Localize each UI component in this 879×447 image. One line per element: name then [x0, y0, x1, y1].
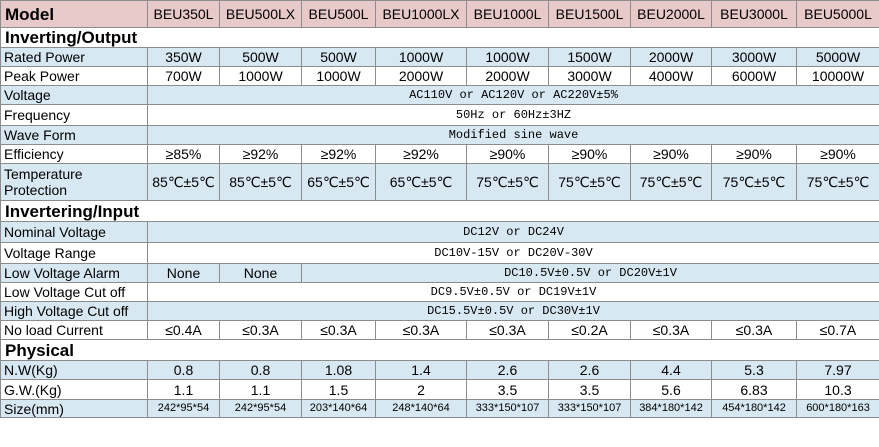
table-cell: 2	[376, 380, 467, 400]
table-cell: 333*150*107	[467, 400, 549, 418]
table-cell: 5000W	[797, 48, 879, 67]
row-label-voltage-range: Voltage Range	[1, 243, 148, 264]
table-cell: 2000W	[376, 67, 467, 86]
model-label: Model	[1, 1, 148, 28]
table-row	[1, 105, 879, 126]
table-row	[1, 48, 879, 67]
table-cell: 1.1	[220, 380, 302, 400]
table-cell: 333*150*107	[549, 400, 631, 418]
table-cell: ≤0.7A	[797, 321, 879, 340]
table-cell: 384*180*142	[631, 400, 712, 418]
table-cell: 65℃±5℃	[302, 164, 376, 201]
table-cell: ≤0.3A	[467, 321, 549, 340]
table-cell: 6000W	[712, 67, 797, 86]
model-header-cell: BEU500L	[302, 1, 376, 28]
table-cell: 1000W	[376, 48, 467, 67]
table-cell: 248*140*64	[376, 400, 467, 418]
table-cell: ≥90%	[631, 145, 712, 164]
table-row	[1, 380, 879, 400]
table-cell: ≥92%	[220, 145, 302, 164]
model-header-row	[1, 1, 879, 28]
table-cell: 350W	[148, 48, 220, 67]
table-cell: ≥92%	[376, 145, 467, 164]
model-header-cell: BEU500LX	[220, 1, 302, 28]
table-cell: AC110V or AC120V or AC220V±5%	[148, 86, 879, 105]
row-label-peak-power: Peak Power	[1, 67, 148, 86]
model-header-cell: BEU1500L	[549, 1, 631, 28]
table-cell: 2.6	[549, 361, 631, 380]
table-cell: 7.97	[797, 361, 879, 380]
table-cell: 3000W	[549, 67, 631, 86]
table-cell: ≤0.3A	[712, 321, 797, 340]
table-cell: 1500W	[549, 48, 631, 67]
table-cell: ≤0.2A	[549, 321, 631, 340]
table-cell: ≥92%	[302, 145, 376, 164]
table-row	[1, 126, 879, 145]
table-cell: DC10.5V±0.5V or DC20V±1V	[302, 264, 879, 283]
table-cell: 500W	[220, 48, 302, 67]
row-label-frequency: Frequency	[1, 105, 148, 126]
section-row-output	[1, 28, 879, 48]
table-row	[1, 67, 879, 86]
table-cell: ≤0.3A	[376, 321, 467, 340]
table-cell: 5.3	[712, 361, 797, 380]
table-cell: 700W	[148, 67, 220, 86]
table-cell: 1.4	[376, 361, 467, 380]
table-cell: 1000W	[302, 67, 376, 86]
table-row	[1, 283, 879, 302]
table-cell: 1.1	[148, 380, 220, 400]
table-cell: ≤0.3A	[631, 321, 712, 340]
table-row	[1, 400, 879, 418]
table-cell: 10.3	[797, 380, 879, 400]
table-cell: 4000W	[631, 67, 712, 86]
table-cell: 242*95*54	[148, 400, 220, 418]
table-cell: 6.83	[712, 380, 797, 400]
table-cell: 1000W	[467, 48, 549, 67]
section-title-output: Inverting/Output	[1, 28, 879, 48]
table-cell: ≥90%	[467, 145, 549, 164]
table-cell: 85℃±5℃	[220, 164, 302, 201]
section-title-input: Invertering/Input	[1, 201, 879, 222]
table-row	[1, 145, 879, 164]
row-label-nominal-voltage: Nominal Voltage	[1, 222, 148, 243]
table-cell: 75℃±5℃	[549, 164, 631, 201]
table-cell: 454*180*142	[712, 400, 797, 418]
table-row	[1, 264, 879, 283]
table-cell: 3.5	[549, 380, 631, 400]
row-label-wave-form: Wave Form	[1, 126, 148, 145]
table-row	[1, 164, 879, 201]
row-label-gross-weight: G.W.(Kg)	[1, 380, 148, 400]
table-row	[1, 86, 879, 105]
table-cell: 75℃±5℃	[712, 164, 797, 201]
table-cell: 75℃±5℃	[467, 164, 549, 201]
row-label-high-voltage-cut-off: High Voltage Cut off	[1, 302, 148, 321]
table-cell: ≥90%	[712, 145, 797, 164]
row-label-low-voltage-cut-off: Low Voltage Cut off	[1, 283, 148, 302]
model-header-cell: BEU5000L	[797, 1, 879, 28]
section-row-physical	[1, 340, 879, 361]
table-cell: 500W	[302, 48, 376, 67]
table-cell: ≤0.4A	[148, 321, 220, 340]
table-cell: None	[148, 264, 220, 283]
model-header-cell: BEU1000L	[467, 1, 549, 28]
row-label-size: Size(mm)	[1, 400, 148, 418]
section-row-input	[1, 201, 879, 222]
table-cell: ≥85%	[148, 145, 220, 164]
table-cell: 3000W	[712, 48, 797, 67]
table-cell: Modified sine wave	[148, 126, 879, 145]
table-cell: 85℃±5℃	[148, 164, 220, 201]
table-cell: 2000W	[467, 67, 549, 86]
row-label-rated-power: Rated Power	[1, 48, 148, 67]
table-row	[1, 302, 879, 321]
table-cell: 0.8	[148, 361, 220, 380]
table-cell: 65℃±5℃	[376, 164, 467, 201]
table-cell: ≤0.3A	[302, 321, 376, 340]
table-cell: 75℃±5℃	[797, 164, 879, 201]
table-cell: None	[220, 264, 302, 283]
table-cell: 5.6	[631, 380, 712, 400]
table-cell: 1.5	[302, 380, 376, 400]
table-cell: 2000W	[631, 48, 712, 67]
table-cell: 1000W	[220, 67, 302, 86]
row-label-efficiency: Efficiency	[1, 145, 148, 164]
table-cell: ≥90%	[797, 145, 879, 164]
table-cell: 600*180*163	[797, 400, 879, 418]
table-cell: DC10V-15V or DC20V-30V	[148, 243, 879, 264]
row-label-no-load-current: No load Current	[1, 321, 148, 340]
table-cell: 2.6	[467, 361, 549, 380]
table-cell: 4.4	[631, 361, 712, 380]
table-cell: 75℃±5℃	[631, 164, 712, 201]
model-header-cell: BEU1000LX	[376, 1, 467, 28]
table-cell: ≤0.3A	[220, 321, 302, 340]
table-cell: DC9.5V±0.5V or DC19V±1V	[148, 283, 879, 302]
table-cell: ≥90%	[549, 145, 631, 164]
model-header-cell: BEU2000L	[631, 1, 712, 28]
table-row	[1, 243, 879, 264]
table-cell: 3.5	[467, 380, 549, 400]
table-cell: 1.08	[302, 361, 376, 380]
model-header-cell: BEU3000L	[712, 1, 797, 28]
row-label-voltage: Voltage	[1, 86, 148, 105]
section-title-physical: Physical	[1, 340, 879, 361]
row-label-low-voltage-alarm: Low Voltage Alarm	[1, 264, 148, 283]
table-cell: 203*140*64	[302, 400, 376, 418]
table-cell: 0.8	[220, 361, 302, 380]
table-row	[1, 222, 879, 243]
table-cell: 10000W	[797, 67, 879, 86]
table-cell: 242*95*54	[220, 400, 302, 418]
model-header-cell: BEU350L	[148, 1, 220, 28]
table-cell: DC12V or DC24V	[148, 222, 879, 243]
table-cell: 50Hz or 60Hz±3HZ	[148, 105, 879, 126]
table-row	[1, 321, 879, 340]
table-row	[1, 361, 879, 380]
table-cell: DC15.5V±0.5V or DC30V±1V	[148, 302, 879, 321]
row-label-temperature-protection: Temperature Protection	[1, 164, 148, 201]
row-label-net-weight: N.W(Kg)	[1, 361, 148, 380]
